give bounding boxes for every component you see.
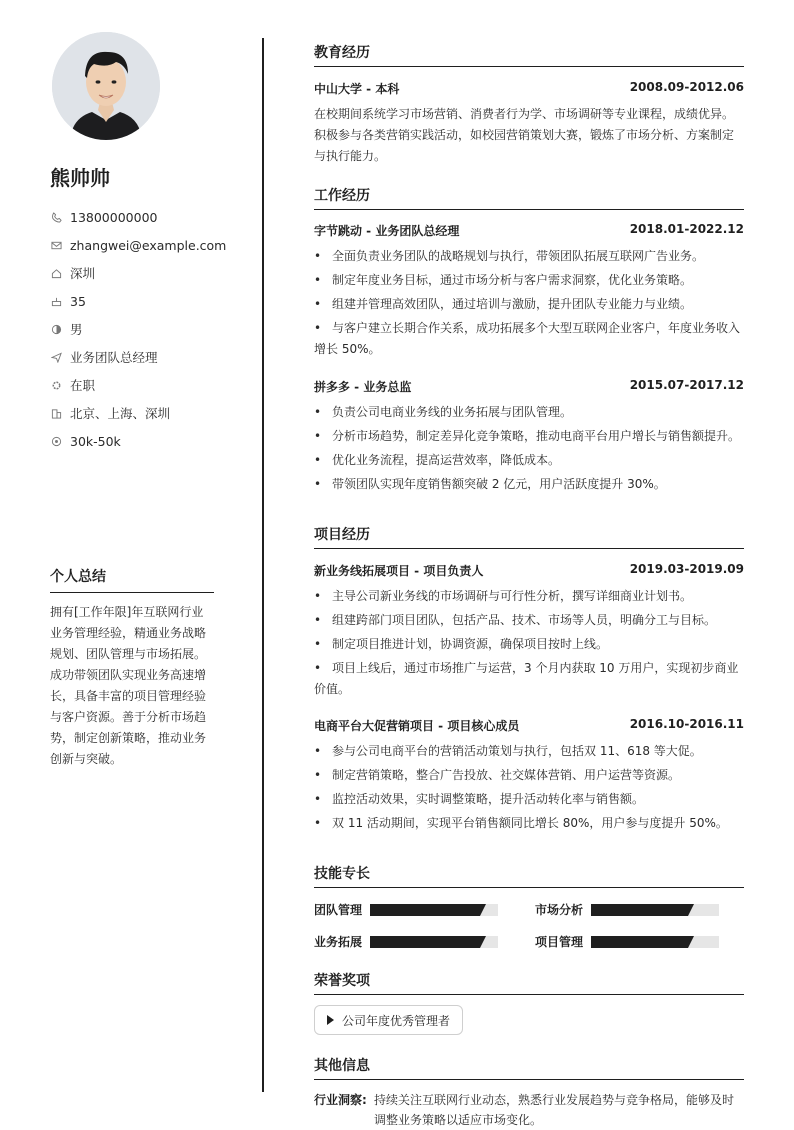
- status-text: 在职: [70, 378, 96, 393]
- project-bullets: [314, 586, 744, 703]
- work-title: 工作经历: [314, 185, 744, 210]
- job-title: 字节跳动 - 业务团队总经理: [314, 224, 460, 238]
- skill-level: [370, 904, 480, 916]
- info-salary: [50, 427, 250, 455]
- phone-text: 13800000000: [70, 209, 158, 225]
- skill-name: 项目管理: [535, 935, 584, 949]
- home-icon: [50, 267, 62, 279]
- info-cities: [50, 399, 250, 427]
- list-item: • 组建并管理高效团队，通过培训与激励，提升团队专业能力与业绩。: [314, 297, 693, 311]
- list-item: • 主导公司新业务线的市场调研与可行性分析，撰写详细商业计划书。: [314, 589, 693, 603]
- cake-icon: [50, 295, 62, 307]
- position-text: 业务团队总经理: [70, 350, 158, 365]
- award-tag: [314, 1005, 463, 1035]
- job-bullets: [314, 402, 744, 498]
- column-divider: [262, 38, 264, 1092]
- salary-icon: [50, 435, 62, 447]
- info-location: [50, 259, 250, 287]
- info-age: [50, 287, 250, 315]
- list-item: • 监控活动效果，实时调整策略，提升活动转化率与销售额。: [314, 792, 645, 806]
- education-date: 2008.09-2012.06: [629, 80, 744, 94]
- age-text: 35: [70, 293, 86, 309]
- job-header: [314, 378, 744, 395]
- avatar: [52, 32, 160, 140]
- other-key: 行业洞察:: [314, 1093, 367, 1107]
- info-position: [50, 343, 250, 371]
- skill-row: [535, 901, 719, 918]
- list-item: • 与客户建立长期合作关系，成功拓展多个大型互联网企业客户，年度业务收入增长 50%。: [314, 321, 741, 356]
- project-title: 电商平台大促营销项目 - 项目核心成员: [314, 719, 520, 733]
- skill-row: [535, 933, 719, 950]
- status-icon: [50, 379, 62, 391]
- email-text: zhangwei@example.com: [70, 237, 227, 253]
- gender-icon: [50, 323, 62, 335]
- job-date: 2015.07-2017.12: [629, 378, 744, 392]
- education-title: 教育经历: [314, 42, 744, 67]
- mail-icon: [50, 239, 62, 251]
- job-header: [314, 222, 744, 239]
- projects-title: 项目经历: [314, 524, 744, 549]
- project-bullets: [314, 741, 744, 837]
- education-school: 中山大学 - 本科: [314, 82, 400, 96]
- skill-name: 市场分析: [535, 903, 584, 917]
- skill-name: 业务拓展: [314, 935, 363, 949]
- phone-icon: [50, 211, 62, 223]
- list-item: • 负责公司电商业务线的业务拓展与团队管理。: [314, 405, 573, 419]
- gender-text: 男: [70, 322, 83, 337]
- list-item: • 制定项目推进计划，协调资源，确保项目按时上线。: [314, 637, 609, 651]
- education-header: [314, 80, 744, 97]
- job-title: 拼多多 - 业务总监: [314, 380, 412, 394]
- cities-text: 北京、上海、深圳: [70, 406, 171, 421]
- play-icon: [327, 1015, 334, 1025]
- skill-row: [314, 933, 498, 950]
- salary-text: 30k-50k: [70, 433, 121, 449]
- project-title: 新业务线拓展项目 - 项目负责人: [314, 564, 484, 578]
- list-item: • 带领团队实现年度销售额突破 2 亿元，用户活跃度提升 30%。: [314, 477, 666, 491]
- skills-title: 技能专长: [314, 863, 744, 888]
- skill-level: [591, 904, 688, 916]
- skill-bar: [370, 904, 498, 916]
- skill-level: [370, 936, 480, 948]
- skill-bar: [370, 936, 498, 948]
- list-item: • 组建跨部门项目团队，包括产品、技术、市场等人员，明确分工与目标。: [314, 613, 717, 627]
- city-icon: [50, 407, 62, 419]
- job-bullets: [314, 246, 744, 363]
- other-title: 其他信息: [314, 1055, 744, 1080]
- list-item: • 项目上线后，通过市场推广与运营，3 个月内获取 10 万用户，实现初步商业价值。: [314, 661, 739, 696]
- skill-row: [314, 901, 498, 918]
- summary-title: 个人总结: [50, 566, 214, 593]
- list-item: • 分析市场趋势，制定差异化竞争策略，推动电商平台用户增长与销售额提升。: [314, 429, 741, 443]
- list-item: • 双 11 活动期间，实现平台销售额同比增长 80%，用户参与度提升 50%。: [314, 816, 728, 830]
- send-icon: [50, 351, 62, 363]
- location-text: 深圳: [70, 266, 96, 281]
- skill-level: [591, 936, 688, 948]
- other-info-row: [314, 1090, 744, 1130]
- contact-info-list: [50, 203, 250, 455]
- project-header: [314, 562, 744, 579]
- skill-name: 团队管理: [314, 903, 363, 917]
- sidebar: [0, 0, 262, 1130]
- skill-bar: [591, 904, 719, 916]
- skill-bar: [591, 936, 719, 948]
- info-phone: [50, 203, 250, 231]
- awards-title: 荣誉奖项: [314, 970, 744, 995]
- job-date: 2018.01-2022.12: [629, 222, 744, 236]
- info-email: [50, 231, 250, 259]
- project-date: 2019.03-2019.09: [629, 562, 744, 576]
- award-text: 公司年度优秀管理者: [342, 1013, 451, 1028]
- candidate-name: 熊帅帅: [50, 166, 110, 190]
- project-header: [314, 717, 744, 734]
- project-date: 2016.10-2016.11: [629, 717, 744, 731]
- list-item: • 参与公司电商平台的营销活动策划与执行，包括双 11、618 等大促。: [314, 744, 702, 758]
- education-desc: 在校期间系统学习市场营销、消费者行为学、市场调研等专业课程，成绩优异。积极参与各类营销实践活动，如校园营销策划大赛，锻炼了市场分析、方案制定与执行能力。: [314, 107, 735, 163]
- info-status: [50, 371, 250, 399]
- list-item: • 优化业务流程，提高运营效率，降低成本。: [314, 453, 561, 467]
- other-value: 持续关注互联网行业动态，熟悉行业发展趋势与竞争格局，能够及时调整业务策略以适应市场变化。: [374, 1093, 735, 1127]
- list-item: • 制定年度业务目标，通过市场分析与客户需求洞察，优化业务策略。: [314, 273, 693, 287]
- summary-text: 拥有[工作年限]年互联网行业业务管理经验，精通业务战略规划、团队管理与市场拓展。成功带领团队实现业务高速增长，具备丰富的项目管理经验与客户资源。善于分析市场趋势，制定创新策略，推动业务创新与突破。: [50, 605, 207, 766]
- list-item: • 制定营销策略，整合广告投放、社交媒体营销、用户运营等资源。: [314, 768, 681, 782]
- list-item: • 全面负责业务团队的战略规划与执行，带领团队拓展互联网广告业务。: [314, 249, 705, 263]
- info-gender: [50, 315, 250, 343]
